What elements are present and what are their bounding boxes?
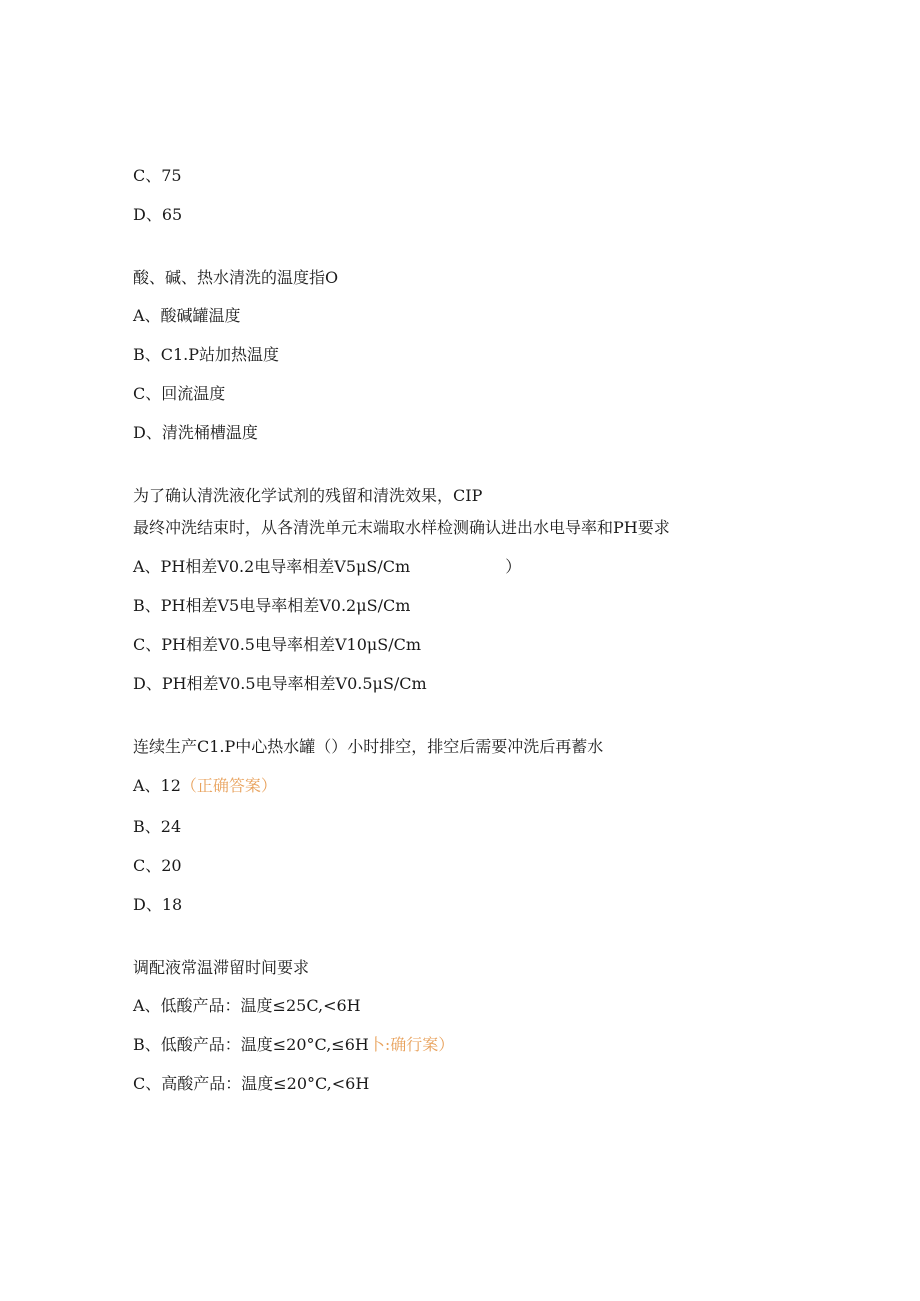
q3-option-c: C、PH相差V0.5电导率相差V10μS∕Cm [133,635,422,654]
q5-option-b-text: B、低酸产品：温度≤20°C,≤6H [133,1035,369,1054]
q5-correct-answer-mark: 卜:确行案） [368,1035,455,1054]
q4-option-a [133,776,277,796]
q2-option-b: B、C1.P站加热温度 [133,345,280,364]
q4-option-a-text: A、12 [133,776,181,795]
q3-stem-line1: 为了确认清洗液化学试剂的残留和清洗效果，CIP [133,486,483,505]
q1-option-c: C、75 [133,166,182,185]
q3-option-b: B、PH相差V5电导率相差V0.2μS∕Cm [133,596,411,615]
q4-option-d: D、18 [133,895,183,914]
q3-option-a-tail: ） [505,557,522,576]
q3-option-a [133,557,521,577]
q2-option-d: D、清洗桶槽温度 [133,423,258,442]
q5-option-a: A、低酸产品：温度≤25C,<6H [133,996,361,1015]
q4-option-c: C、20 [133,856,182,875]
q5-stem: 调配液常温滞留时间要求 [133,958,310,977]
q3-option-a-text: A、PH相差V0.2电导率相差V5μS∕Cm [133,557,411,576]
q3-stem-line2: 最终冲洗结束时，从各清洗单元末端取水样检测确认进出水电导率和PH要求 [133,518,670,537]
q2-option-a: A、酸碱罐温度 [133,306,241,325]
q2-stem: 酸、碱、热水清洗的温度指O [133,268,339,287]
q3-option-d: D、PH相差V0.5电导率相差V0.5μS∕Cm [133,674,427,693]
q5-option-b [133,1035,454,1055]
q5-option-c: C、高酸产品：温度≤20°C,<6H [133,1074,370,1093]
q2-option-c: C、回流温度 [133,384,226,403]
q4-correct-answer-mark: （正确答案） [180,776,277,795]
q4-stem: 连续生产C1.P中心热水罐（）小时排空，排空后需要冲洗后再蓄水 [133,737,604,756]
q1-option-d: D、65 [133,205,183,224]
q4-option-b: B、24 [133,817,182,836]
